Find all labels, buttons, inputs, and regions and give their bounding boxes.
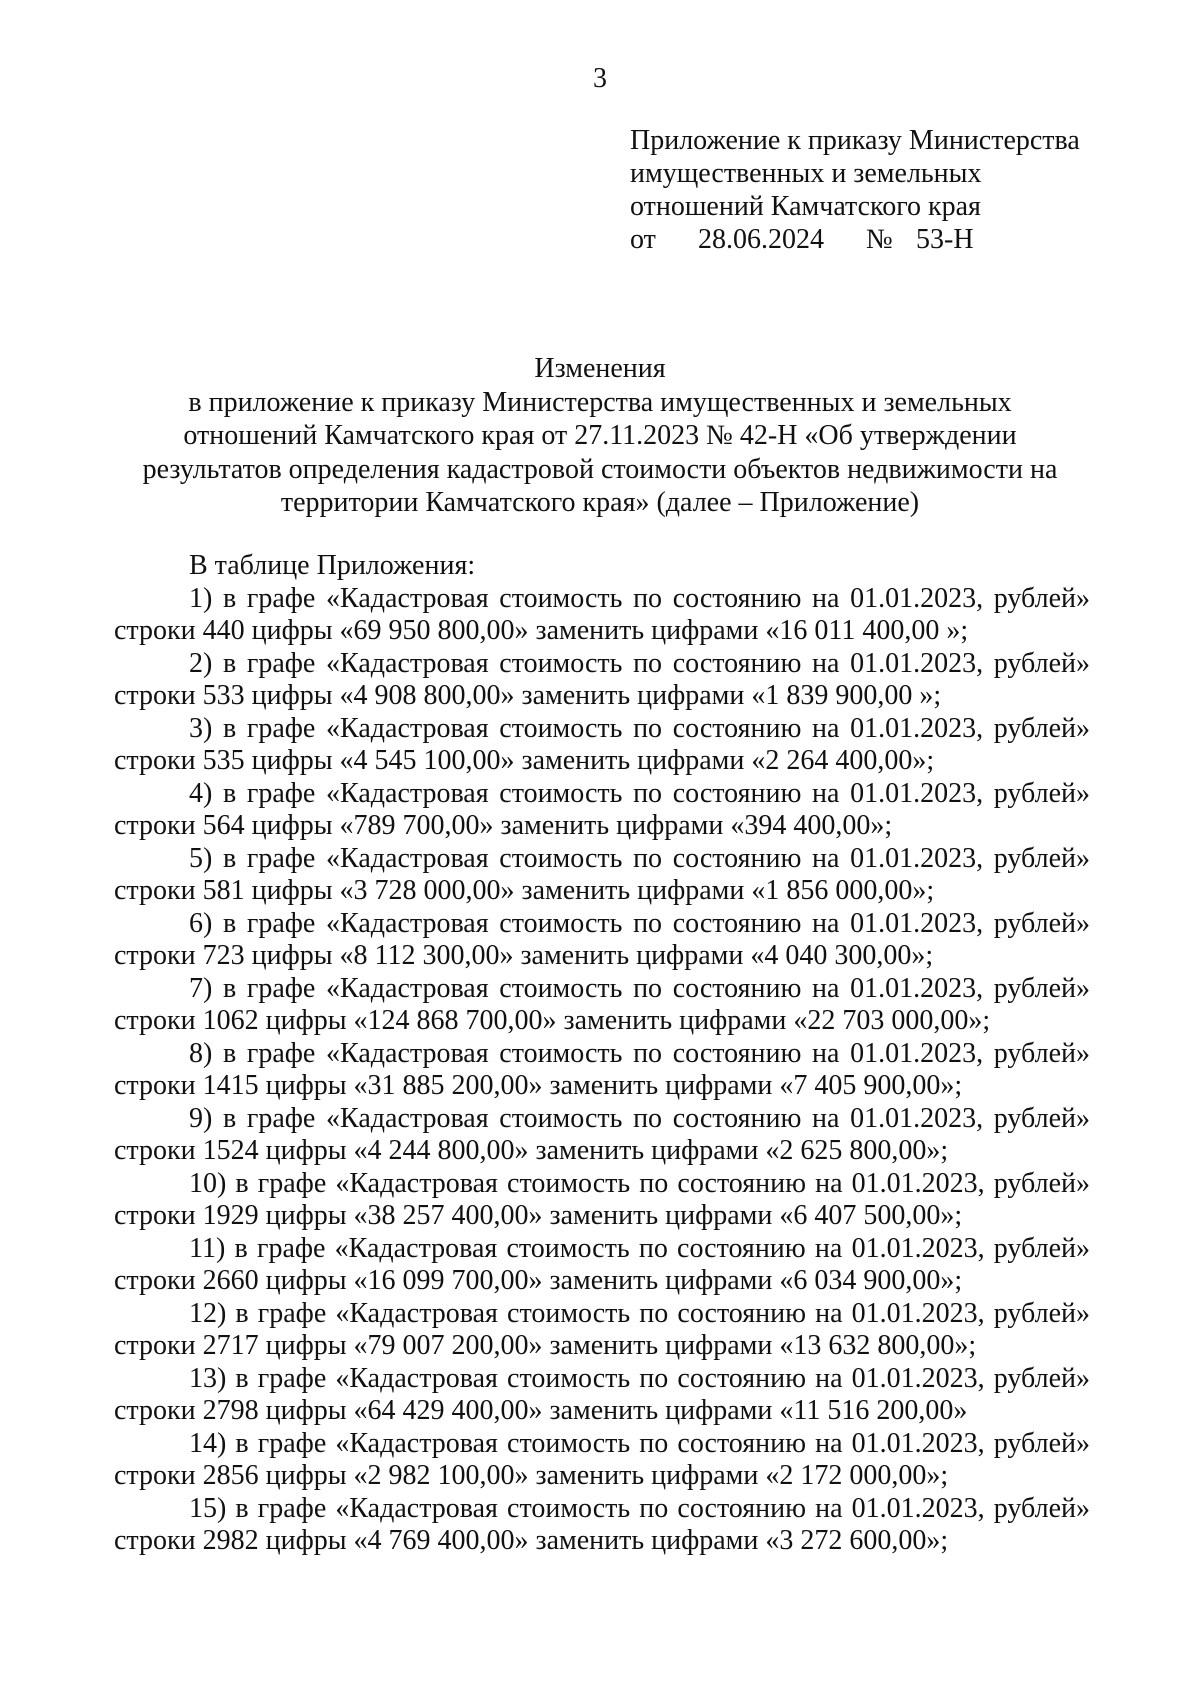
title-line: в приложение к приказу Министерства имущественных и земельных — [188, 386, 1012, 418]
change-item-line1: 7) в графе «Кадастровая стоимость по состоянию на 01.01.2023, рублей» — [189, 972, 1090, 1004]
change-item-line1: 10) в графе «Кадастровая стоимость по состоянию на 01.01.2023, рублей» — [189, 1167, 1090, 1199]
change-item-line1: 6) в графе «Кадастровая стоимость по состоянию на 01.01.2023, рублей» — [189, 907, 1090, 939]
change-item — [114, 1363, 1090, 1428]
change-item-line2: строки 2798 цифры «64 429 400,00» заменить цифрами «11 516 200,00» — [114, 1395, 968, 1426]
change-item — [114, 1168, 1090, 1233]
change-item — [114, 583, 1090, 648]
change-item-line2: строки 535 цифры «4 545 100,00» заменить цифрами «2 264 400,00»; — [114, 745, 935, 776]
appendix-header — [630, 124, 1150, 256]
page-number: 3 — [593, 63, 607, 94]
title-line: отношений Камчатского края от 27.11.2023 № 42-Н «Об утверждении — [183, 420, 1017, 451]
change-item — [114, 778, 1090, 843]
intro-text: В таблице Приложения: — [189, 550, 476, 581]
change-item-line1: 1) в графе «Кадастровая стоимость по состоянию на 01.01.2023, рублей» — [189, 582, 1090, 614]
date-prefix: от — [630, 224, 656, 255]
title-line: Изменения — [534, 353, 666, 384]
change-item-line1: 11) в графе «Кадастровая стоимость по состоянию на 01.01.2023, рублей» — [189, 1232, 1090, 1264]
change-item-line1: 3) в графе «Кадастровая стоимость по состоянию на 01.01.2023, рублей» — [189, 712, 1090, 744]
change-item-line2: строки 1062 цифры «124 868 700,00» заменить цифрами «22 703 000,00»; — [114, 1005, 991, 1036]
change-item-line2: строки 2856 цифры «2 982 100,00» заменить цифрами «2 172 000,00»; — [114, 1460, 949, 1491]
change-item — [114, 908, 1090, 973]
change-item-line2: строки 2982 цифры «4 769 400,00» заменить цифрами «3 272 600,00»; — [114, 1525, 949, 1556]
appendix-line: имущественных и земельных — [630, 158, 982, 189]
change-item-line1: 9) в графе «Кадастровая стоимость по состоянию на 01.01.2023, рублей» — [189, 1102, 1090, 1134]
change-item-line2: строки 533 цифры «4 908 800,00» заменить цифрами «1 839 900,00 »; — [114, 680, 942, 711]
appendix-line: отношений Камчатского края — [630, 191, 981, 222]
change-item — [114, 1038, 1090, 1103]
title-line: результатов определения кадастровой стоимости объектов недвижимости на — [142, 453, 1058, 485]
change-item-line2: строки 1524 цифры «4 244 800,00» заменить цифрами «2 625 800,00»; — [114, 1135, 949, 1166]
change-item — [114, 1233, 1090, 1298]
change-item-line2: строки 1929 цифры «38 257 400,00» заменить цифрами «6 407 500,00»; — [114, 1200, 963, 1231]
document-body — [114, 550, 1090, 1558]
appendix-line: Приложение к приказу Министерства — [630, 125, 1080, 156]
change-item — [114, 1103, 1090, 1168]
number-sign: № — [866, 224, 893, 255]
change-item-line2: строки 2660 цифры «16 099 700,00» заменить цифрами «6 034 900,00»; — [114, 1265, 963, 1296]
change-item-line2: строки 564 цифры «789 700,00» заменить цифрами «394 400,00»; — [114, 810, 893, 841]
change-item-line1: 4) в графе «Кадастровая стоимость по состоянию на 01.01.2023, рублей» — [189, 777, 1090, 809]
change-item-line1: 8) в графе «Кадастровая стоимость по состоянию на 01.01.2023, рублей» — [189, 1037, 1090, 1069]
change-item-line2: строки 1415 цифры «31 885 200,00» заменить цифрами «7 405 900,00»; — [114, 1070, 963, 1101]
change-item-line1: 12) в графе «Кадастровая стоимость по состоянию на 01.01.2023, рублей» — [189, 1297, 1090, 1329]
order-number: 53-Н — [916, 224, 974, 255]
change-item — [114, 1298, 1090, 1363]
document-title — [80, 352, 1120, 520]
change-item-line1: 2) в графе «Кадастровая стоимость по состоянию на 01.01.2023, рублей» — [189, 647, 1090, 679]
change-item-line2: строки 581 цифры «3 728 000,00» заменить цифрами «1 856 000,00»; — [114, 875, 935, 906]
change-item-line1: 15) в графе «Кадастровая стоимость по состоянию на 01.01.2023, рублей» — [189, 1492, 1090, 1524]
change-item — [114, 713, 1090, 778]
change-item-line2: строки 440 цифры «69 950 800,00» заменить цифрами «16 011 400,00 »; — [114, 615, 969, 646]
change-item-line2: строки 2717 цифры «79 007 200,00» заменить цифрами «13 632 800,00»; — [114, 1330, 977, 1361]
order-date: 28.06.2024 — [698, 224, 824, 255]
appendix-date-line — [630, 223, 1150, 256]
title-line: территории Камчатского края» (далее – Приложение) — [280, 487, 920, 518]
change-item — [114, 973, 1090, 1038]
change-item-line1: 14) в графе «Кадастровая стоимость по состоянию на 01.01.2023, рублей» — [189, 1427, 1090, 1459]
change-item-line1: 13) в графе «Кадастровая стоимость по состоянию на 01.01.2023, рублей» — [189, 1362, 1090, 1394]
change-item-line2: строки 723 цифры «8 112 300,00» заменить цифрами «4 040 300,00»; — [114, 940, 934, 971]
change-item — [114, 843, 1090, 908]
change-item — [114, 1428, 1090, 1493]
change-item-line1: 5) в графе «Кадастровая стоимость по состоянию на 01.01.2023, рублей» — [189, 842, 1090, 874]
change-item — [114, 648, 1090, 713]
change-item — [114, 1493, 1090, 1558]
